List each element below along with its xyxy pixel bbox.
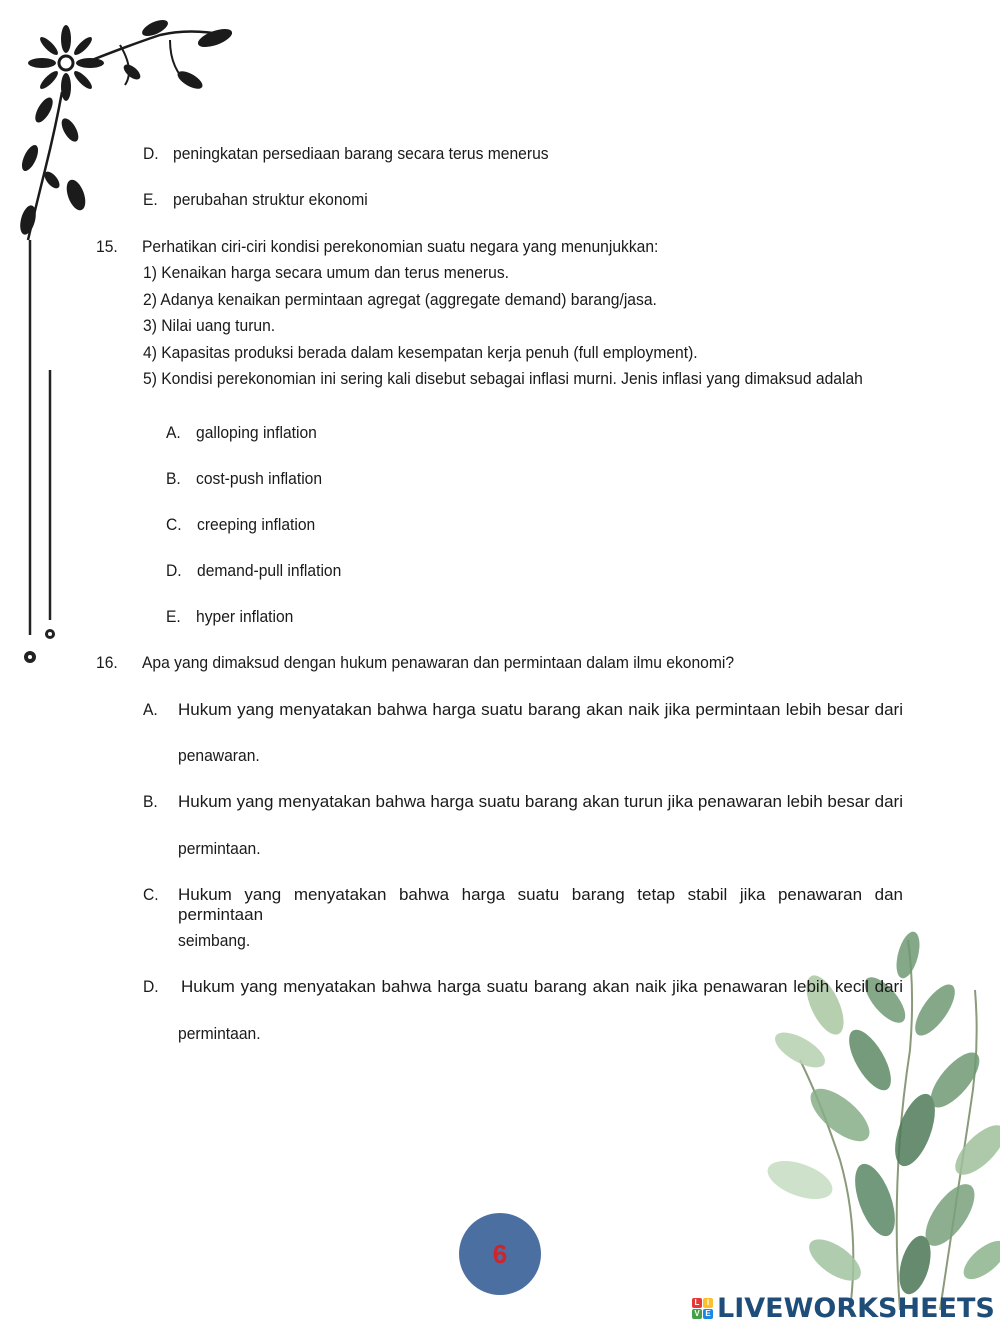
- option-text-line2: seimbang.: [178, 931, 251, 950]
- liveworksheets-brand: [692, 1290, 995, 1326]
- option-letter: C.: [143, 885, 159, 904]
- condition-point: 4) Kapasitas produksi berada dalam kesempatan kerja penuh (full employment).: [143, 343, 698, 362]
- page-number: 6: [492, 1238, 508, 1269]
- option-text: demand-pull inflation: [197, 561, 342, 580]
- option-letter: B.: [166, 469, 181, 488]
- option-letter: A.: [143, 700, 158, 719]
- logo-letter: L: [692, 1298, 702, 1308]
- condition-point: 2) Adanya kenaikan permintaan agregat (aggregate demand) barang/jasa.: [143, 290, 657, 309]
- page-number-badge: [459, 1213, 541, 1295]
- liveworksheets-logo-icon: [692, 1298, 713, 1319]
- option-text-line2: permintaan.: [178, 1024, 261, 1043]
- logo-letter: I: [703, 1298, 713, 1308]
- option-letter: B.: [143, 792, 158, 811]
- option-text-line1: Hukum yang menyatakan bahwa harga suatu barang akan naik jika penawaran lebih kecil dari: [181, 977, 903, 996]
- brand-name: LIVEWORKSHEETS: [717, 1292, 995, 1324]
- option-text: galloping inflation: [196, 423, 317, 442]
- option-text: creeping inflation: [197, 515, 316, 534]
- option-text-line1: Hukum yang menyatakan bahwa harga suatu barang akan naik jika permintaan lebih besar dari: [178, 700, 903, 719]
- option-text: perubahan struktur ekonomi: [173, 190, 368, 209]
- question-number: 15.: [96, 237, 118, 256]
- logo-letter: E: [703, 1309, 713, 1319]
- condition-point: 3) Nilai uang turun.: [143, 316, 276, 335]
- question-number: 16.: [96, 653, 118, 672]
- option-letter: E.: [143, 190, 158, 209]
- question-stem: Apa yang dimaksud dengan hukum penawaran dan permintaan dalam ilmu ekonomi?: [142, 653, 735, 672]
- left-vine-lines: [15, 240, 65, 670]
- option-text-line2: penawaran.: [178, 746, 260, 765]
- option-letter: C.: [166, 515, 182, 534]
- option-letter: A.: [166, 423, 181, 442]
- option-letter: D.: [166, 561, 182, 580]
- option-text-line2: permintaan.: [178, 839, 261, 858]
- logo-letter: V: [692, 1309, 702, 1319]
- option-letter: E.: [166, 607, 181, 626]
- option-text: cost-push inflation: [196, 469, 323, 488]
- option-text-line1: Hukum yang menyatakan bahwa harga suatu barang akan turun jika penawaran lebih besar dari: [178, 792, 903, 811]
- option-letter: D.: [143, 977, 159, 996]
- question-stem: Perhatikan ciri-ciri kondisi perekonomian suatu negara yang menunjukkan:: [142, 237, 659, 256]
- option-text-line1: Hukum yang menyatakan bahwa harga suatu barang tetap stabil jika penawaran dan permintaan: [178, 885, 903, 924]
- condition-point: 1) Kenaikan harga secara umum dan terus menerus.: [143, 263, 510, 282]
- option-letter: D.: [143, 144, 159, 163]
- condition-point: 5) Kondisi perekonomian ini sering kali disebut sebagai inflasi murni. Jenis inflasi yang dimaksud adalah: [143, 369, 863, 388]
- option-text: hyper inflation: [196, 607, 294, 626]
- option-text: peningkatan persediaan barang secara terus menerus: [173, 144, 549, 163]
- floral-corner-ornament: [0, 0, 250, 250]
